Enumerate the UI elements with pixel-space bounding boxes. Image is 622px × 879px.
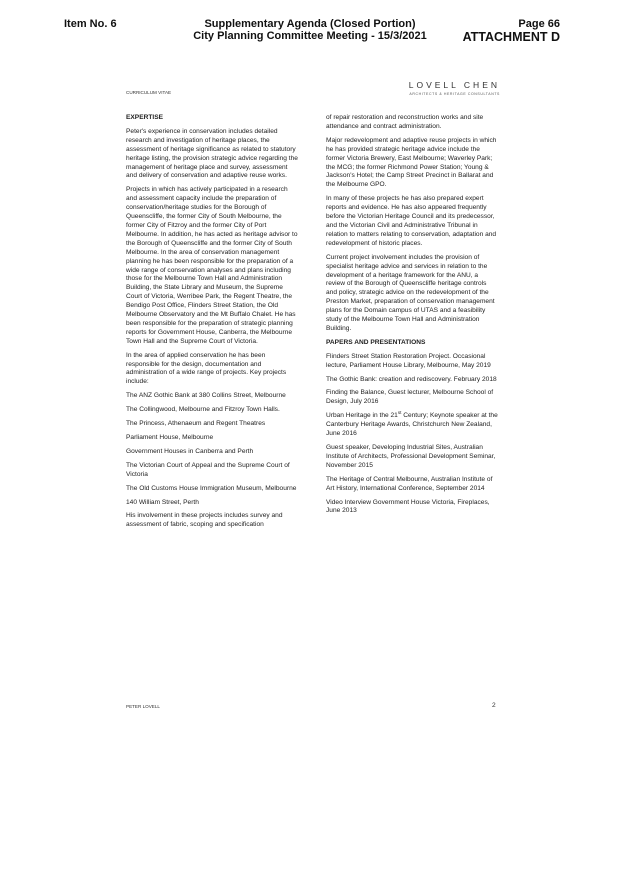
paper-item: The Heritage of Central Melbourne, Australian Institute of Art History, International Conference, September 2014 bbox=[326, 475, 493, 492]
urban-heritage-rest: Century; Keynote speaker at the Canterbury Heritage Awards, Christchurch New Zealand, June 2016 bbox=[326, 412, 498, 438]
agenda-title: Supplementary Agenda (Closed Portion) bbox=[204, 18, 416, 30]
project-item: Parliament House, Melbourne bbox=[126, 434, 214, 441]
footer-author: PETER LOVELL bbox=[126, 704, 160, 709]
project-item: The Princess, Athenaeum and Regent Theatres bbox=[126, 420, 266, 428]
meeting-title: City Planning Committee Meeting - 15/3/2021 bbox=[193, 30, 427, 42]
paragraph: Major redevelopment and adaptive reuse projects in which he has provided strategic heritage advice include the former Victoria Brewery, East Melbourne; Waverley Park; the MCG; the former Richmond Power Station; Young & Jackson's Hotel; the Camp Street Precinct in Ballarat and the Melbourne GPO. bbox=[326, 136, 497, 189]
item-number: Item No. 6 bbox=[64, 18, 117, 30]
expertise-heading: EXPERTISE bbox=[126, 114, 164, 121]
ordinal-suffix: st bbox=[397, 410, 402, 416]
papers-heading: PAPERS AND PRESENTATIONS bbox=[326, 338, 426, 346]
paragraph: Peter's experience in conservation includes detailed research and investigation of heritage places, the assessment of heritage significance as related to statutory heritage listing, the provision strategic advice regarding the management of heritage place and survey, assessment and delivery of conservation and adaptive reuse works. bbox=[126, 127, 298, 180]
urban-heritage-text: Urban Heritage in the 21 bbox=[326, 412, 398, 420]
paper-item: Guest speaker, Developing Industrial Sites, Australian Institute of Architects, Professional Development Seminar, November 2015 bbox=[326, 444, 496, 469]
project-item: The ANZ Gothic Bank at 380 Collins Street, Melbourne bbox=[126, 392, 286, 400]
paragraph: Current project involvement includes the provision of specialist heritage advice and services in relation to the development of a heritage framework for the ANU, a review of the Borough of Queenscliffe heritage controls and policy, strategic advice on the redevelopment of the Preston Market, preparation of conservation management plans for the Domain campus of UTAS and a feasibility study of the Melbourne Town Hall and Administration Building. bbox=[326, 253, 495, 332]
paragraph: In many of these projects he has also prepared expert reports and evidence. He has also appeared frequently before the Victorian Heritage Council and its predecessor, and the Victorian Civil and Administrative Tribunal in relation to matters relating to conservation, adaptation and redevelopment of historic places. bbox=[326, 195, 497, 247]
company-logo bbox=[409, 80, 500, 96]
paragraph: Projects in which has actively participated in a research and assessment capacity include the preparation of conservation/heritage studies for the Borough of Queenscliffe, the former City of South Melbourne, the former City of Fitzroy and the former City of Port Melbourne. In addition, he has acted as heritage advisor to the Borough of Queenscliffe and the former City of South Melbourne. In the area of conservation management planning he has been responsible for the preparation of a wide range of conservation analyses and plans including those for the Melbourne Town Hall and Administration Building, the State Library and Museum, the Supreme Court of Victoria, Werribee Park, the Regent Theatre, the Bendigo Post Office, Flinders Street Station, the Old Melbourne Observatory and the Mt Buffalo Chalet. He has been responsible for the preparation of strategic planning reports for Government House, Canberra, the Melbourne Town Hall and the Supreme Court of Victoria. bbox=[126, 186, 298, 345]
paper-item bbox=[326, 412, 498, 439]
project-item: 140 William Street, Perth bbox=[126, 498, 199, 506]
left-column bbox=[126, 114, 298, 535]
paragraph: His involvement in these projects includes survey and assessment of fabric, scoping and specification bbox=[126, 512, 283, 529]
document-label: CURRICULUM VITAE bbox=[126, 90, 172, 95]
paragraph: of repair restoration and reconstruction works and site attendance and contract administration. bbox=[326, 114, 484, 130]
paper-item: Finding the Balance, Guest lecturer, Melbourne School of Design, July 2016 bbox=[326, 389, 494, 406]
right-column bbox=[326, 114, 498, 521]
project-item: The Victorian Court of Appeal and the Supreme Court of Victoria bbox=[126, 461, 290, 478]
paper-item: Video Interview Government House Victoria, Fireplaces, June 2013 bbox=[326, 498, 490, 515]
page-number-header: Page 66 bbox=[518, 18, 560, 30]
page-attachment bbox=[463, 18, 560, 44]
attachment-label: ATTACHMENT D bbox=[462, 30, 560, 44]
footer-page-number: 2 bbox=[492, 702, 496, 709]
logo-subtitle: ARCHITECTS & HERITAGE CONSULTANTS bbox=[409, 92, 500, 96]
paper-item: The Gothic Bank: creation and rediscovery. February 2018 bbox=[326, 375, 497, 383]
project-item: Government Houses in Canberra and Perth bbox=[126, 447, 254, 455]
paper-item: Flinders Street Station Restoration Project. Occasional lecture, Parliament House Library, Melbourne, May 2019 bbox=[326, 352, 491, 369]
agenda-heading bbox=[150, 18, 470, 42]
paragraph: In the area of applied conservation he has been responsible for the design, documentation and administration of a wide range of projects. Key projects include: bbox=[126, 351, 287, 386]
logo-name: LOVELL CHEN bbox=[408, 80, 500, 90]
project-item: The Collingwood, Melbourne and Fitzroy Town Halls. bbox=[126, 406, 280, 414]
project-item: The Old Customs House Immigration Museum, Melbourne bbox=[126, 484, 297, 492]
